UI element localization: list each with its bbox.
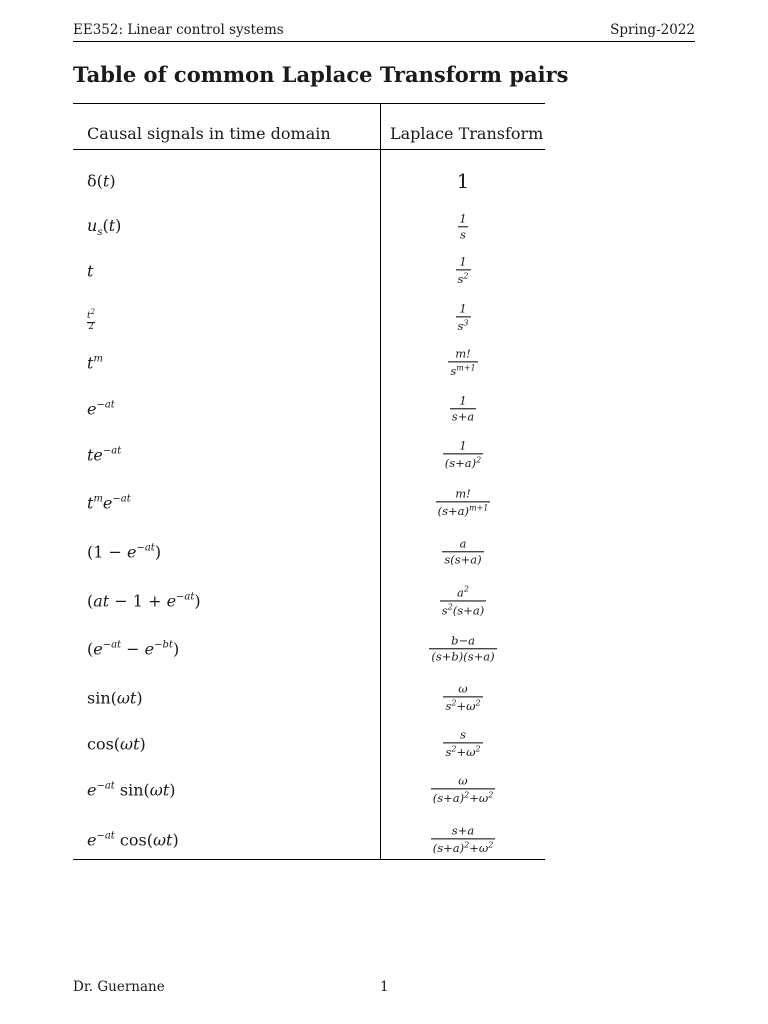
table-row [73, 386, 545, 432]
time-signal: sin(ωt) [87, 688, 143, 708]
time-signal: $(1 - e^{-at})$ [87, 542, 162, 562]
time-signal: t [87, 261, 94, 281]
time-signal: $(e^{-at} - e^{-bt})$ [87, 639, 180, 659]
laplace-transform: $\frac{\omega}{s^2+\omega^2}$ [445, 681, 481, 714]
table-row [73, 248, 545, 294]
table-row [73, 675, 545, 721]
laplace-transform: $\frac{m!}{s^{m+1}}$ [450, 346, 476, 379]
table-row [73, 340, 545, 386]
table-row [73, 626, 545, 672]
laplace-transform: $\frac{1}{s^2}$ [457, 254, 469, 287]
column-header-time: Causal signals in time domain [87, 124, 331, 143]
table-row [73, 158, 545, 204]
time-signal: $\frac{t^2}{2}$ [87, 308, 96, 332]
laplace-transform: $\frac{s}{s^2+\omega^2}$ [445, 727, 481, 760]
time-signal: $te^{-at}$ [87, 445, 122, 465]
laplace-transform: $\frac{a^2}{s^2(s+a)}$ [441, 584, 485, 618]
time-signal: $e^{-at}$ [87, 399, 115, 419]
header-rule [73, 41, 695, 42]
laplace-transform: 1 [456, 169, 470, 193]
laplace-transform: $\frac{b-a}{(s+b)(s+a)}$ [431, 633, 495, 664]
laplace-transform: $\frac{m!}{(s+a)^{m+1}}$ [437, 486, 489, 519]
time-signal: $e^{-at}$ cos(ωt) [87, 830, 179, 850]
laplace-transform: $\frac{s+a}{(s+a)^2+\omega^2}$ [432, 823, 494, 856]
table-header-rule [73, 149, 545, 150]
table-row [73, 432, 545, 478]
time-signal: $e^{-at}$ sin(ωt) [87, 780, 176, 800]
page-number: 1 [380, 979, 389, 995]
laplace-transform: $\frac{a}{s(s+a)}$ [444, 536, 482, 567]
table-row [73, 767, 545, 813]
time-signal: $u_s(t)$ [87, 215, 122, 239]
page-title: Table of common Laplace Transform pairs [73, 62, 569, 87]
header-course: EE352: Linear control systems [73, 22, 284, 38]
time-signal: $t^me^{-at}$ [87, 493, 131, 513]
table-row [73, 578, 545, 624]
laplace-transform: $\frac{1}{s^3}$ [457, 301, 469, 334]
table-row [73, 529, 545, 575]
table-top-rule [73, 103, 545, 104]
laplace-transform: $\frac{\omega}{(s+a)^2+\omega^2}$ [432, 773, 494, 806]
table-row [73, 721, 545, 767]
time-signal: δ(t) [87, 171, 116, 191]
time-signal: $t^m$ [87, 353, 103, 373]
time-signal: $(at - 1 + e^{-at})$ [87, 591, 201, 611]
laplace-transform: $\frac{1}{(s+a)^2}$ [444, 438, 482, 471]
table-row [73, 480, 545, 526]
time-signal: cos(ωt) [87, 734, 146, 754]
table-row [73, 295, 545, 341]
header-term: Spring-2022 [610, 22, 695, 38]
footer-author: Dr. Guernane [73, 979, 165, 995]
laplace-transform: $\frac{1}{s}$ [459, 211, 467, 242]
table-row [73, 204, 545, 250]
column-header-laplace: Laplace Transform [390, 124, 544, 143]
table-row [73, 817, 545, 863]
laplace-transform: $\frac{1}{s+a}$ [451, 393, 475, 424]
